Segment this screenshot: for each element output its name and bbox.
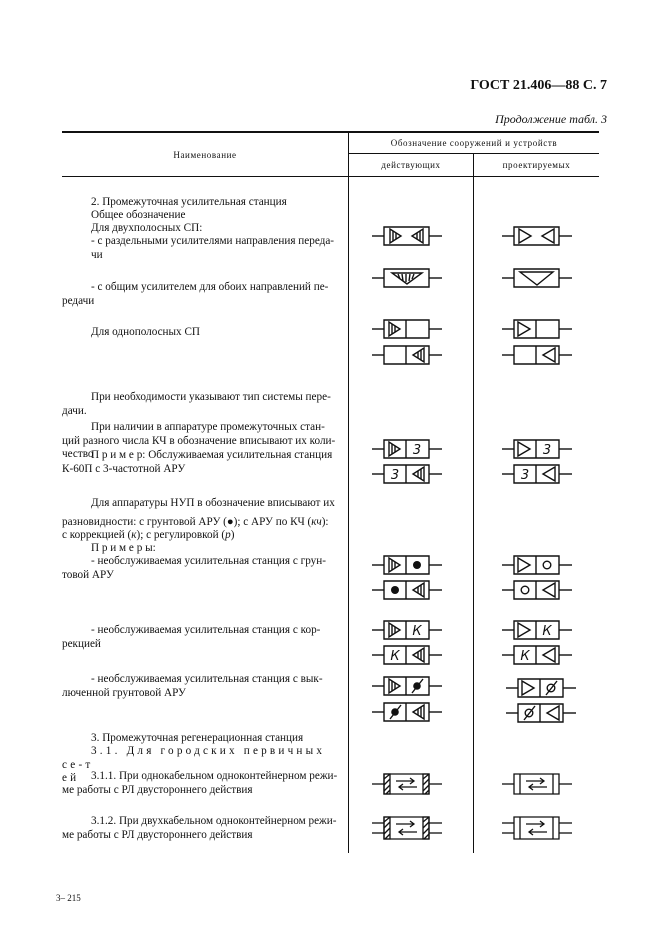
correction-letter: К bbox=[390, 649, 400, 664]
sym-regen-312-existing bbox=[372, 814, 442, 842]
general-designation: Общее обозначение bbox=[91, 209, 186, 221]
sym-corr-projected-2 bbox=[502, 643, 572, 667]
sym-off-projected-1 bbox=[506, 676, 576, 700]
correction-letter: К bbox=[520, 649, 530, 664]
kch-number: 3 bbox=[390, 468, 400, 483]
example-k60p bbox=[62, 449, 338, 476]
col-existing-header: действующих bbox=[381, 160, 441, 170]
row-311: 3.1.1. При однокабельном одноконтейнерном режи- ме работы с РЛ двустороннего действия bbox=[62, 770, 338, 796]
row-ex-off: - необслуживаемая усилительная станция с вык- люченной грунтовой АРУ bbox=[62, 673, 323, 699]
col-name-header: Наименование bbox=[173, 150, 237, 160]
sym-3kch-projected-1 bbox=[502, 437, 572, 461]
col-projected-header: проектируемых bbox=[502, 160, 571, 170]
nup-note-2 bbox=[62, 516, 329, 530]
two-band-label: Для двухполосных СП: bbox=[91, 222, 203, 234]
page-header: ГОСТ 21.406—88 С. 7 bbox=[470, 78, 607, 93]
row-ex-ground: - необслуживаемая усилительная станция с грун- товой АРУ bbox=[62, 555, 326, 581]
one-band-label: Для однополосных СП bbox=[91, 326, 200, 338]
type-note: При необходимости указывают тип системы пере- дачи. bbox=[62, 391, 331, 417]
kch-note: При наличии в аппаратуре промежуточных стан- ций разного числа КЧ в обозначение вписывают их коли- чество bbox=[62, 421, 336, 461]
nup-k: к bbox=[131, 529, 137, 541]
row-common-amplifier: - с общим усилителем для обоих направлений пе- редачи bbox=[62, 281, 329, 307]
nup-note-1: Для аппаратуры НУП в обозначение вписывают их bbox=[91, 497, 335, 509]
row-ex-corr: - необслуживаемая усилительная станция с кор- рекцией bbox=[62, 624, 321, 650]
nup-note-3 bbox=[62, 529, 234, 543]
sym-separate-existing bbox=[372, 224, 442, 248]
nup-note-3a: с коррекцией ( bbox=[62, 529, 132, 541]
sym-ground-projected-2 bbox=[502, 578, 572, 602]
section-3-title: 3. Промежуточная регенерационная станция bbox=[91, 732, 304, 744]
sym-regen-311-existing bbox=[372, 771, 442, 797]
sym-off-existing-2 bbox=[372, 700, 442, 724]
kch-number: 3 bbox=[412, 443, 422, 458]
correction-letter: К bbox=[542, 624, 552, 639]
table-continuation: Продолжение табл. 3 bbox=[495, 112, 607, 126]
nup-r: р bbox=[225, 529, 231, 541]
nup-note-2-end: ): bbox=[321, 516, 329, 528]
sym-common-existing bbox=[372, 266, 442, 290]
sym-ground-projected-1 bbox=[502, 553, 572, 577]
sym-3kch-existing-1 bbox=[372, 437, 442, 461]
sym-corr-existing-2 bbox=[372, 643, 442, 667]
nup-note-3c: ) bbox=[230, 529, 235, 541]
table-header-rule bbox=[62, 176, 599, 177]
sym-off-existing-1 bbox=[372, 674, 442, 698]
example-text: : Обслуживаемая усилительная станция К-60П с 3-частотной АРУ bbox=[62, 449, 333, 475]
examples-label: П р и м е р ы: bbox=[91, 542, 156, 554]
sym-separate-projected bbox=[502, 224, 572, 248]
nup-kch: кч bbox=[311, 516, 322, 528]
sym-oneband-existing-1 bbox=[372, 317, 442, 341]
sym-off-projected-2 bbox=[506, 701, 576, 725]
example-label: П р и м е р bbox=[91, 449, 143, 461]
section-31-title: 3.1. Для городских первичных се-т ей bbox=[62, 745, 326, 785]
sym-3kch-existing-2 bbox=[372, 462, 442, 486]
designation-sub-rule bbox=[349, 153, 599, 154]
sym-regen-312-projected bbox=[502, 814, 572, 842]
footer-code: 3– 215 bbox=[56, 893, 81, 903]
nup-note-2-text: разновидности: с грунтовой АРУ (●); с АРУ по КЧ ( bbox=[62, 516, 312, 528]
sym-regen-311-projected bbox=[502, 771, 572, 797]
kch-number: 3 bbox=[520, 468, 530, 483]
section-2-title: 2. Промежуточная усилительная станция bbox=[91, 196, 287, 208]
sym-ground-existing-2 bbox=[372, 578, 442, 602]
nup-note-3b: ); с регулировкой ( bbox=[136, 529, 226, 541]
correction-letter: К bbox=[412, 624, 422, 639]
sym-corr-existing-1 bbox=[372, 618, 442, 642]
sym-oneband-projected-2 bbox=[502, 343, 572, 367]
table-top-rule bbox=[62, 131, 599, 133]
subcolumn-divider bbox=[473, 153, 474, 853]
kch-number: 3 bbox=[542, 443, 552, 458]
sym-3kch-projected-2 bbox=[502, 462, 572, 486]
row-separate-amplifiers: - с раздельными усилителями направления переда- чи bbox=[91, 235, 335, 261]
sym-ground-existing-1 bbox=[372, 553, 442, 577]
sym-common-projected bbox=[502, 266, 572, 290]
sym-oneband-projected-1 bbox=[502, 317, 572, 341]
sym-oneband-existing-2 bbox=[372, 343, 442, 367]
row-312: 3.1.2. При двухкабельном одноконтейнерном режи- ме работы с РЛ двустороннего действия bbox=[62, 815, 337, 841]
sym-corr-projected-1 bbox=[502, 618, 572, 642]
col-designation-header: Обозначение сооружений и устройств bbox=[390, 138, 558, 148]
